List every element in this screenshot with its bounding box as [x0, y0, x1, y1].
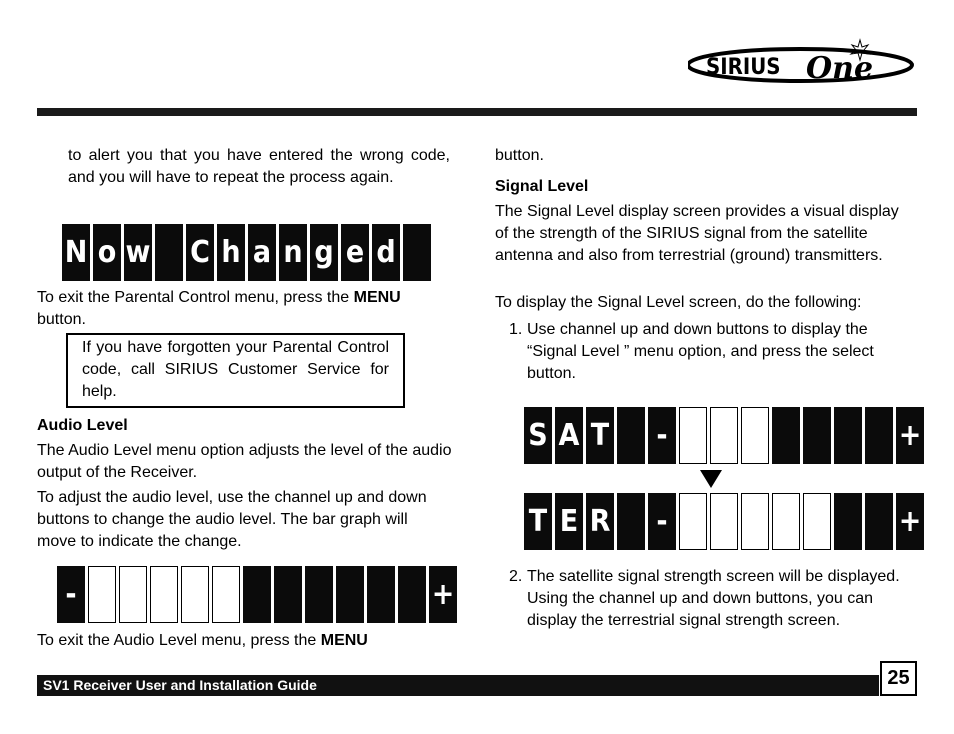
- lcd-bar-segment: [834, 493, 862, 550]
- lcd-char-cell: E: [555, 493, 583, 550]
- header-rule: [37, 108, 917, 116]
- continued-text: button.: [495, 147, 544, 164]
- signal-heading: Signal Level: [495, 178, 589, 195]
- step-2-number: 2.: [509, 568, 523, 585]
- audio-level-bar: [57, 566, 457, 623]
- lcd-bar-segment: [398, 566, 426, 623]
- lcd-bar-segment: [679, 407, 707, 464]
- lcd-char-cell: o: [93, 224, 121, 281]
- lcd-bar-segment: [150, 566, 178, 623]
- step-2: [509, 566, 919, 632]
- lcd-char-cell: C: [186, 224, 214, 281]
- lcd-bar-segment: [274, 566, 302, 623]
- lcd-bar-segment: [181, 566, 209, 623]
- lcd-char-cell: n: [279, 224, 307, 281]
- lcd-char-cell: [155, 224, 183, 281]
- lcd-plus-cell: +: [896, 493, 924, 550]
- signal-paragraph-2: To display the Signal Level screen, do the following:: [495, 294, 862, 311]
- lcd-bar-segment: [803, 407, 831, 464]
- intro-text: to alert you that you have entered the wrong code, and you will have to repeat the process again.: [68, 147, 450, 186]
- lcd-plus-cell: +: [429, 566, 457, 623]
- lcd-bar-segment: [803, 493, 831, 550]
- audio-paragraph-2: To adjust the audio level, use the channel up and down buttons to change the audio level. The bar graph will move to indicate the change.: [37, 489, 427, 550]
- lcd-minus-cell: -: [648, 493, 676, 550]
- lcd-bar-segment: [679, 493, 707, 550]
- lcd-bar-segment: [367, 566, 395, 623]
- lcd-bar-segment: [119, 566, 147, 623]
- audio-paragraph-1: The Audio Level menu option adjusts the level of the audio output of the Receiver.: [37, 442, 452, 481]
- logo-text-sirius: SIRIUS: [706, 55, 781, 80]
- menu-keyword: MENU: [320, 632, 368, 649]
- lcd-bar-segment: [741, 493, 769, 550]
- lcd-char-cell: T: [524, 493, 552, 550]
- lcd-minus-cell: -: [57, 566, 85, 623]
- exit-parental-suffix: button.: [37, 311, 86, 328]
- lcd-bar-segment: [212, 566, 240, 623]
- sirius-one-logo: [688, 36, 918, 86]
- lcd-blank-cell: [617, 493, 645, 550]
- lcd-blank-cell: [617, 407, 645, 464]
- audio-heading: Audio Level: [37, 417, 128, 434]
- note-text: If you have forgotten your Parental Control code, call SIRIUS Customer Service for help.: [82, 339, 389, 400]
- exit-audio-prefix: To exit the Audio Level menu, press the: [37, 632, 321, 649]
- down-arrow-icon: [700, 470, 722, 488]
- footer-bar: SV1 Receiver User and Installation Guide: [37, 675, 879, 696]
- lcd-bar-segment: [305, 566, 333, 623]
- signal-paragraph-1: The Signal Level display screen provides a visual display of the strength of the SIRIUS signal from the satellite antenna and also from terrestrial (ground) transmitters.: [495, 203, 899, 264]
- exit-parental-prefix: To exit the Parental Control menu, press the: [37, 289, 354, 306]
- now-changed-display: [62, 224, 431, 281]
- lcd-char-cell: T: [586, 407, 614, 464]
- exit-audio-text: [37, 630, 457, 652]
- lcd-bar-segment: [88, 566, 116, 623]
- lcd-bar-segment: [243, 566, 271, 623]
- lcd-bar-segment: [865, 407, 893, 464]
- menu-keyword: MENU: [353, 289, 401, 306]
- lcd-char-cell: a: [248, 224, 276, 281]
- step-1: [509, 319, 919, 385]
- lcd-char-cell: [403, 224, 431, 281]
- lcd-bar-segment: [772, 493, 800, 550]
- lcd-bar-segment: [710, 407, 738, 464]
- lcd-bar-segment: [834, 407, 862, 464]
- step-1-text: Use channel up and down buttons to display the “Signal Level ” menu option, and press the select button.: [527, 321, 874, 382]
- note-box: [66, 333, 405, 408]
- step-2-text: The satellite signal strength screen will be displayed. Using the channel up and down buttons, you can display the terrestrial signal strength screen.: [527, 568, 900, 629]
- lcd-char-cell: g: [310, 224, 338, 281]
- lcd-char-cell: N: [62, 224, 90, 281]
- sat-signal-display: [524, 407, 924, 464]
- lcd-bar-segment: [865, 493, 893, 550]
- logo-text-one: One: [806, 51, 874, 86]
- lcd-bar-segment: [710, 493, 738, 550]
- lcd-char-cell: h: [217, 224, 245, 281]
- ter-signal-display: [524, 493, 924, 550]
- lcd-bar-segment: [741, 407, 769, 464]
- step-1-number: 1.: [509, 321, 523, 338]
- lcd-char-cell: d: [372, 224, 400, 281]
- page-number: 25: [880, 661, 917, 696]
- lcd-char-cell: e: [341, 224, 369, 281]
- lcd-char-cell: S: [524, 407, 552, 464]
- lcd-plus-cell: +: [896, 407, 924, 464]
- lcd-char-cell: A: [555, 407, 583, 464]
- lcd-char-cell: R: [586, 493, 614, 550]
- lcd-bar-segment: [336, 566, 364, 623]
- lcd-char-cell: w: [124, 224, 152, 281]
- exit-parental-text: [37, 287, 457, 331]
- lcd-minus-cell: -: [648, 407, 676, 464]
- lcd-bar-segment: [772, 407, 800, 464]
